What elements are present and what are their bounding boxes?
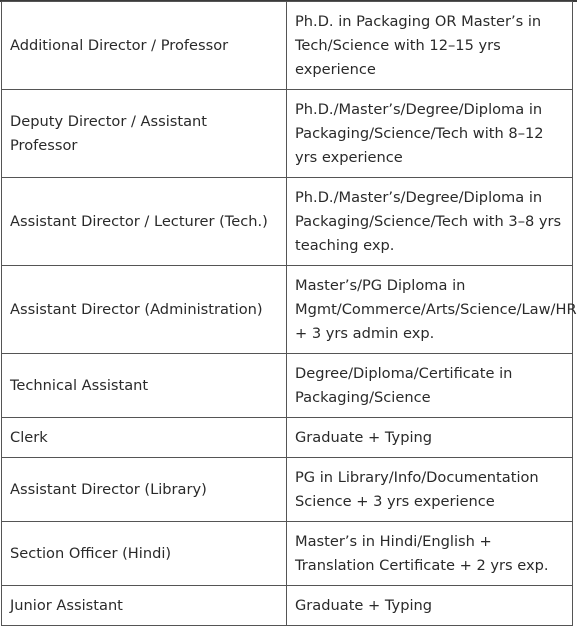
post-cell: Assistant Director (Administration)	[2, 266, 287, 354]
table-row	[2, 178, 573, 266]
table-row	[2, 266, 573, 354]
post-cell: Deputy Director / Assistant Professor	[2, 90, 287, 178]
post-cell: Additional Director / Professor	[2, 2, 287, 90]
qualification-cell: Graduate + Typing	[287, 586, 573, 626]
post-cell: Section Officer (Hindi)	[2, 522, 287, 586]
qualification-cell: Degree/Diploma/Certificate in Packaging/Science	[287, 354, 573, 418]
table-row	[2, 586, 573, 626]
qualification-cell: Graduate + Typing	[287, 418, 573, 458]
table-row	[2, 354, 573, 418]
post-cell: Assistant Director / Lecturer (Tech.)	[2, 178, 287, 266]
qualification-cell: Master’s/PG Diploma in Mgmt/Commerce/Arts/Science/Law/HR + 3 yrs admin exp.	[287, 266, 573, 354]
qualification-cell: PG in Library/Info/Documentation Science + 3 yrs experience	[287, 458, 573, 522]
post-cell: Technical Assistant	[2, 354, 287, 418]
posts-qualification-table	[1, 1, 577, 626]
post-cell: Clerk	[2, 418, 287, 458]
qualification-cell: Ph.D./Master’s/Degree/Diploma in Packaging/Science/Tech with 3–8 yrs teaching exp.	[287, 178, 573, 266]
table-row	[2, 2, 573, 90]
table-row	[2, 522, 573, 586]
table-row	[2, 90, 573, 178]
qualification-cell: Ph.D. in Packaging OR Master’s in Tech/Science with 12–15 yrs experience	[287, 2, 573, 90]
table-row	[2, 458, 573, 522]
table-row	[2, 418, 573, 458]
post-cell: Junior Assistant	[2, 586, 287, 626]
qualification-cell: Master’s in Hindi/English + Translation Certificate + 2 yrs exp.	[287, 522, 573, 586]
post-cell: Assistant Director (Library)	[2, 458, 287, 522]
qualification-cell: Ph.D./Master’s/Degree/Diploma in Packaging/Science/Tech with 8–12 yrs experience	[287, 90, 573, 178]
